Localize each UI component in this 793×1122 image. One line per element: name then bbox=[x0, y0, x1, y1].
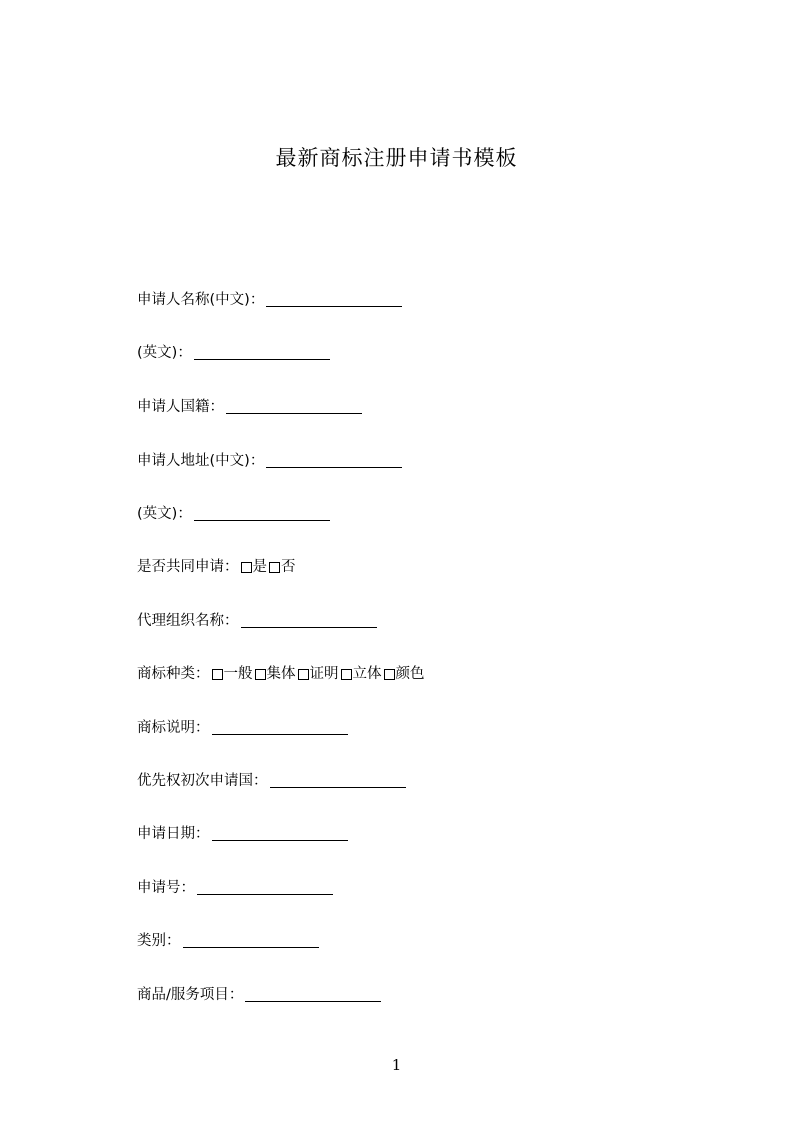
application-date-field bbox=[137, 824, 348, 844]
applicant-name-cn-blank[interactable] bbox=[266, 292, 402, 307]
nationality-blank[interactable] bbox=[226, 399, 362, 414]
type-color-option: 颜色 bbox=[395, 666, 425, 682]
type-color-checkbox[interactable] bbox=[384, 669, 395, 680]
address-cn-blank[interactable] bbox=[266, 453, 402, 468]
applicant-name-en-field bbox=[137, 343, 330, 363]
type-3d-checkbox[interactable] bbox=[341, 669, 352, 680]
trademark-description-field bbox=[137, 718, 348, 738]
applicant-name-cn-label: 申请人名称(中文)： bbox=[137, 292, 265, 308]
type-collective-option: 集体 bbox=[266, 666, 296, 682]
joint-application-field bbox=[137, 557, 296, 577]
applicant-name-en-label: (英文)： bbox=[137, 345, 192, 361]
category-blank[interactable] bbox=[183, 933, 319, 948]
application-date-blank[interactable] bbox=[212, 826, 348, 841]
type-general-checkbox[interactable] bbox=[212, 669, 223, 680]
joint-yes-option: 是 bbox=[252, 559, 267, 575]
trademark-description-blank[interactable] bbox=[212, 720, 348, 735]
joint-no-option: 否 bbox=[281, 559, 296, 575]
document-title: 最新商标注册申请书模板 bbox=[275, 146, 518, 170]
priority-country-blank[interactable] bbox=[270, 773, 406, 788]
trademark-description-label: 商标说明： bbox=[137, 720, 210, 736]
category-label: 类别： bbox=[137, 933, 181, 949]
category-field bbox=[137, 931, 319, 951]
application-number-blank[interactable] bbox=[197, 880, 333, 895]
trademark-type-field bbox=[137, 664, 425, 684]
page-number: 1 bbox=[391, 1056, 402, 1074]
joint-yes-checkbox[interactable] bbox=[241, 562, 252, 573]
type-collective-checkbox[interactable] bbox=[255, 669, 266, 680]
application-date-label: 申请日期： bbox=[137, 826, 210, 842]
application-number-label: 申请号： bbox=[137, 880, 195, 896]
address-en-field bbox=[137, 504, 330, 524]
goods-services-label: 商品/服务项目： bbox=[137, 987, 244, 1003]
trademark-type-label: 商标种类： bbox=[137, 666, 210, 682]
type-certification-checkbox[interactable] bbox=[298, 669, 309, 680]
agency-name-blank[interactable] bbox=[241, 613, 377, 628]
agency-name-field bbox=[137, 611, 377, 631]
address-en-blank[interactable] bbox=[194, 506, 330, 521]
joint-no-checkbox[interactable] bbox=[269, 562, 280, 573]
applicant-name-cn-field bbox=[137, 290, 402, 310]
agency-name-label: 代理组织名称： bbox=[137, 613, 239, 629]
priority-country-field bbox=[137, 771, 406, 791]
address-cn-label: 申请人地址(中文)： bbox=[137, 453, 265, 469]
joint-application-label: 是否共同申请： bbox=[137, 559, 239, 575]
address-cn-field bbox=[137, 451, 402, 471]
type-certification-option: 证明 bbox=[309, 666, 339, 682]
application-number-field bbox=[137, 878, 333, 898]
applicant-name-en-blank[interactable] bbox=[194, 345, 330, 360]
type-3d-option: 立体 bbox=[352, 666, 382, 682]
goods-services-blank[interactable] bbox=[245, 987, 381, 1002]
address-en-label: (英文)： bbox=[137, 506, 192, 522]
goods-services-field bbox=[137, 985, 381, 1005]
priority-country-label: 优先权初次申请国： bbox=[137, 773, 268, 789]
type-general-option: 一般 bbox=[223, 666, 253, 682]
nationality-label: 申请人国籍： bbox=[137, 399, 224, 415]
nationality-field bbox=[137, 397, 362, 417]
